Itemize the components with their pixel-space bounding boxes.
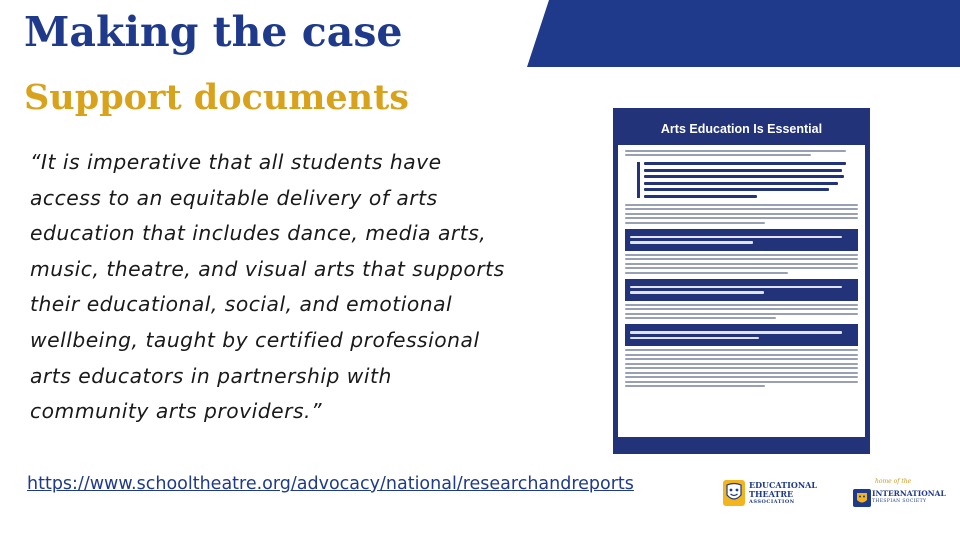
document-preview[interactable] (613, 108, 870, 454)
document-footer (618, 437, 865, 449)
its-line-1: INTERNATIONAL (872, 489, 946, 498)
slide-title: Making the case (24, 8, 403, 56)
research-reports-link[interactable]: https://www.schooltheatre.org/advocacy/national/researchandreports (27, 474, 634, 494)
document-header (618, 113, 865, 145)
document-section-bar (625, 279, 858, 301)
eta-line-1: EDUCATIONAL (749, 480, 817, 490)
document-section-bar (625, 229, 858, 251)
document-callout (637, 162, 850, 198)
document-body (618, 145, 865, 387)
eta-line-2: THEATRE (749, 489, 794, 499)
quote-text: “It is imperative that all students have access to an equitable delivery of arts education that includes dance, media arts, music, theatre, and visual arts that supports their educational, social, and emotional wellbeing, taught by certified professional arts educators in partnership with community arts providers.” (30, 150, 505, 424)
eta-mask-icon (722, 479, 746, 507)
slide-subtitle: Support documents (24, 77, 409, 118)
its-tagline: home of the (875, 478, 912, 485)
eta-line-3: ASSOCIATION (749, 499, 795, 505)
document-title: Arts Education Is Essential (660, 122, 823, 136)
international-thespian-society-logo (850, 478, 950, 512)
its-emblem-icon (852, 488, 872, 508)
header-accent-band (527, 0, 960, 67)
educational-theatre-association-logo (722, 476, 817, 510)
its-line-2: THESPIAN SOCIETY (872, 499, 927, 504)
document-section-bar (625, 324, 858, 346)
